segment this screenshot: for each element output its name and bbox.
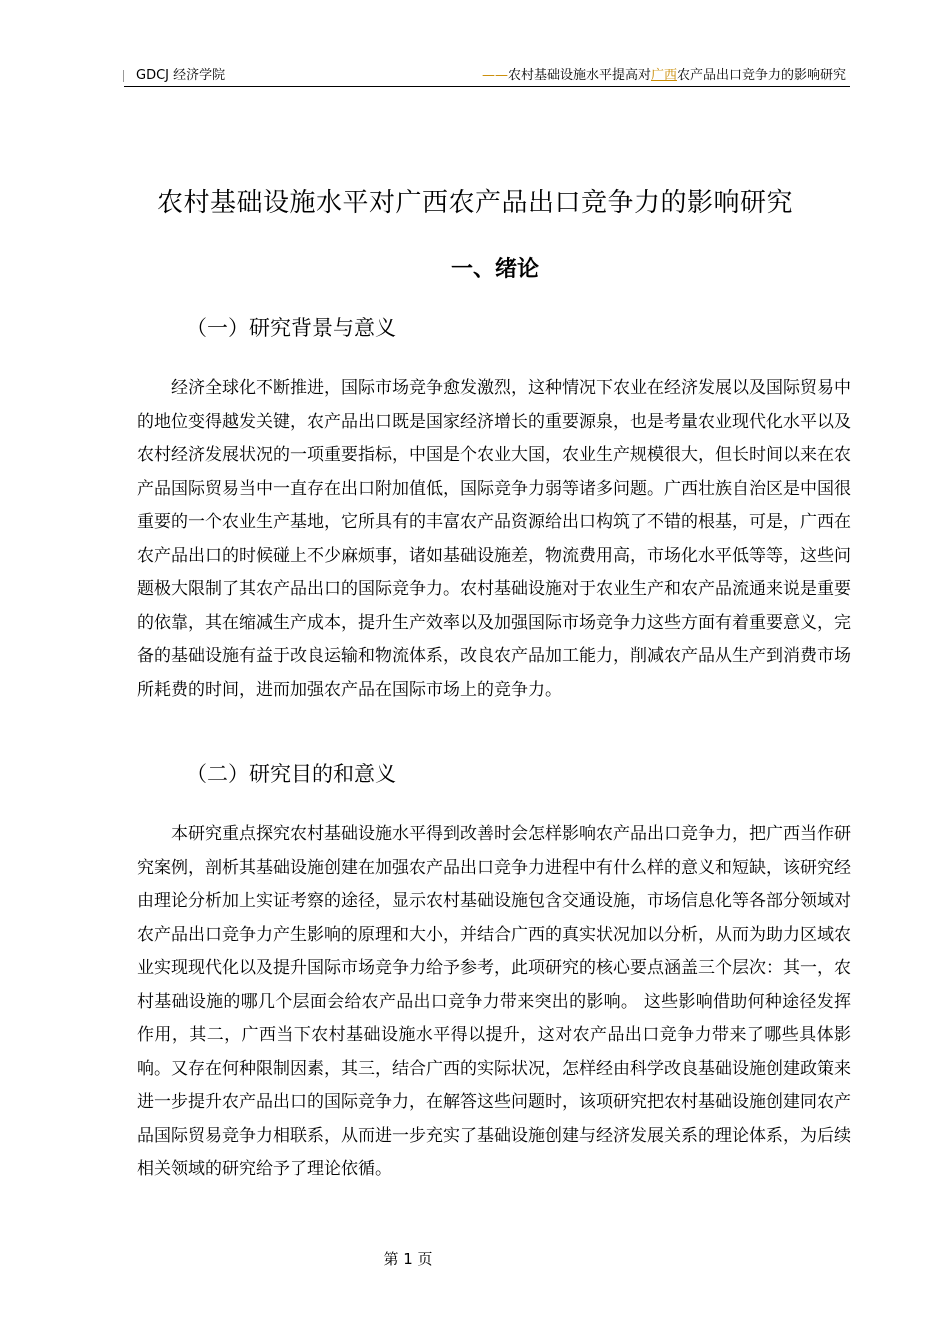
chapter-heading: 一、绪论	[450, 257, 539, 282]
header-title-part-1: 农村基础设施水平提高对	[507, 68, 651, 83]
header-margin-mark	[123, 70, 124, 82]
header-department: GDCJ 经济学院	[136, 68, 226, 83]
page-number: 第 1 页	[383, 1250, 433, 1268]
section-heading-purpose: （二）研究目的和意义	[186, 762, 396, 786]
header-running-title	[482, 66, 846, 86]
running-header	[124, 66, 850, 87]
header-title-part-2: 农产品出口竞争力的影响研究	[676, 68, 846, 83]
header-title-highlight: 广西	[650, 68, 677, 83]
document-title: 农村基础设施水平对广西农产品出口竞争力的影响研究	[156, 188, 793, 218]
section-heading-background: （一）研究背景与意义	[186, 316, 396, 340]
header-dash: ——	[481, 68, 508, 83]
section-paragraph-purpose: 本研究重点探究农村基础设施水平得到改善时会怎样影响农产品出口竞争力，把广西当作研究案例，剖析其基础设施创建在加强农产品出口竞争力进程中有什么样的意义和短缺，该研究经由理论分析加上实证考察的途径，显示农村基础设施包含交通设施，市场信息化等各部分领域对农产品出口竞争力产生影响的原理和大小，并结合广西的真实状况加以分析，从而为助力区域农业实现现代化以及提升国际市场竞争力给予参考，此项研究的核心要点涵盖三个层次：其一，农村基础设施的哪几个层面会给农产品出口竞争力带来突出的影响。 这些影响借助何种途径发挥作用，其二，广西当下农村基础设施水平得以提升，这对农产品出口竞争力带来了哪些具体影响。又存在何种限制因素，其三，结合广西的实际状况，怎样经由科学改良基础设施创建政策来进一步提升农产品出口的国际竞争力，在解答这些问题时，该项研究把农村基础设施创建同农产品国际贸易竞争力相联系，从而进一步充实了基础设施创建与经济发展关系的理论体系，为后续相关领域的研究给予了理论依循。	[137, 824, 851, 1179]
section-paragraph-background: 经济全球化不断推进，国际市场竞争愈发激烈，这种情况下农业在经济发展以及国际贸易中的地位变得越发关键，农产品出口既是国家经济增长的重要源泉，也是考量农业现代化水平以及农村经济发展状况的一项重要指标，中国是个农业大国，农业生产规模很大，但长时间以来在农产品国际贸易当中一直存在出口附加值低，国际竞争力弱等诸多问题。广西壮族自治区是中国很重要的一个农业生产基地，它所具有的丰富农产品资源给出口构筑了不错的根基，可是，广西在农产品出口的时候碰上不少麻烦事，诸如基础设施差，物流费用高，市场化水平低等等，这些问题极大限制了其农产品出口的国际竞争力。农村基础设施对于农业生产和农产品流通来说是重要的依靠，其在缩减生产成本，提升生产效率以及加强国际市场竞争力这些方面有着重要意义，完备的基础设施有益于改良运输和物流体系，改良农产品加工能力，削减农产品从生产到消费市场所耗费的时间，进而加强农产品在国际市场上的竞争力。	[137, 378, 851, 700]
